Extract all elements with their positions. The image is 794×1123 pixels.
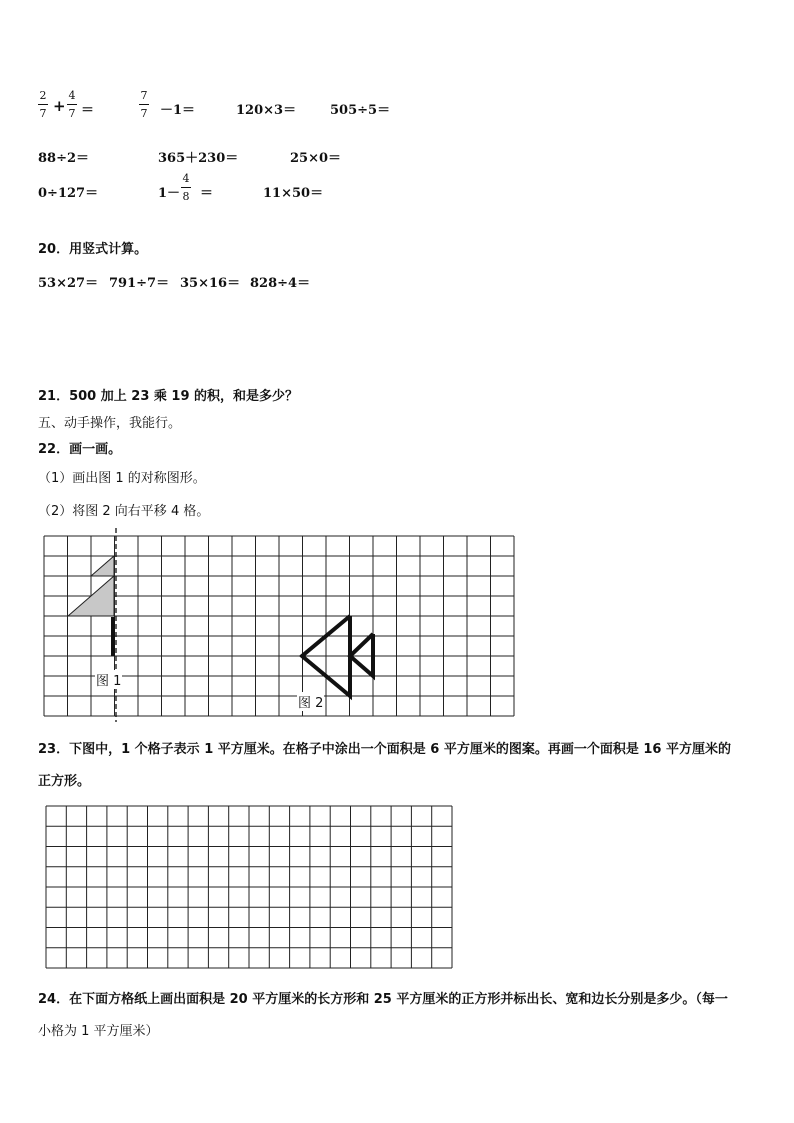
figure-2-small-triangle (350, 634, 373, 676)
q20-item-2: 791÷7＝ (109, 276, 170, 291)
question-22-part-2: （2）将图 2 向右平移 4 格。 (38, 504, 210, 519)
figure-2-label: 图 2 (297, 692, 324, 711)
expression-tail: －1＝ (160, 103, 196, 118)
fraction-bar (139, 104, 149, 105)
figure-1-shaded-triangle-top (91, 556, 114, 576)
numerator: 2 (39, 89, 47, 102)
numerator: 7 (140, 89, 148, 102)
expression-88div2: 88÷2＝ (38, 151, 90, 166)
plus-sign: + (53, 97, 66, 115)
fraction-4-7 (67, 90, 77, 120)
expression-365plus230: 365＋230＝ (158, 151, 239, 166)
fraction-bar (38, 104, 48, 105)
fraction-7-7 (139, 90, 149, 120)
question-24-line-2: 小格为 1 平方厘米） (38, 1024, 159, 1039)
question-21: 21．500 加上 23 乘 19 的积，和是多少？ (38, 389, 299, 404)
question-24-line-1: 24．在下面方格纸上画出面积是 20 平方厘米的长方形和 25 平方厘米的正方形并标出长、宽和边长分别是多少。（每一 (38, 992, 728, 1007)
expression-11x50: 11×50＝ (263, 186, 324, 201)
figure-1-shaded-triangle-bottom (68, 576, 114, 616)
denominator: 8 (182, 190, 190, 203)
question-22-part-1: （1）画出图 1 的对称图形。 (38, 471, 206, 486)
figure-2-large-triangle (302, 616, 350, 696)
equals: ＝ (81, 103, 95, 118)
denominator: 7 (68, 107, 76, 120)
question-23-line-1: 23．下图中，1 个格子表示 1 平方厘米。在格子中涂出一个面积是 6 平方厘米的图案。再画一个面积是 16 平方厘米的 (38, 742, 731, 757)
expression-505div5: 505÷5＝ (330, 103, 391, 118)
grid-lines (46, 806, 452, 968)
expression-one-minus: 1－ (158, 186, 181, 201)
fraction-bar (67, 104, 77, 105)
numerator: 4 (68, 89, 76, 102)
numerator: 4 (182, 172, 190, 185)
denominator: 7 (140, 107, 148, 120)
question-23-line-2: 正方形。 (38, 774, 91, 789)
expression-0div127: 0÷127＝ (38, 186, 99, 201)
expression-120x3: 120×3＝ (236, 103, 297, 118)
grid-lines (44, 536, 514, 716)
q20-item-1: 53×27＝ (38, 276, 99, 291)
fraction-bar (181, 187, 191, 188)
equals: ＝ (200, 186, 214, 201)
figure-1-label: 图 1 (95, 670, 122, 689)
denominator: 7 (39, 107, 47, 120)
q20-item-3: 35×16＝ (180, 276, 241, 291)
expression-25x0: 25×0＝ (290, 151, 342, 166)
section-5-title: 五、动手操作，我能行。 (38, 416, 182, 431)
fraction-4-8 (181, 173, 191, 203)
fraction-2-7 (38, 90, 48, 120)
question-22-title: 22．画一画。 (38, 442, 122, 457)
q20-item-4: 828÷4＝ (250, 276, 311, 291)
question-20-title: 20．用竖式计算。 (38, 242, 148, 257)
